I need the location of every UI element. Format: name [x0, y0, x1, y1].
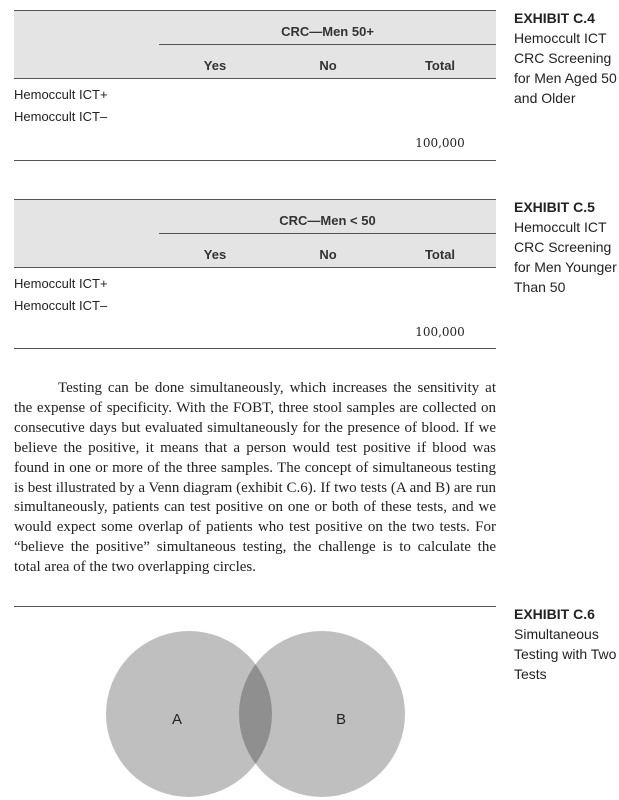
exhibit-label: EXHIBIT C.6 [514, 606, 595, 622]
exhibit-title: Hemoccult ICT CRC Screening for Men Younger Than 50 [514, 219, 617, 295]
venn-diagram [0, 620, 619, 800]
venn-label-b: B [336, 711, 347, 728]
exhibit-title: Hemoccult ICT CRC Screening for Men Aged 50 and Older [514, 30, 617, 106]
table-bottom-rule [14, 348, 496, 349]
row-label-positive: Hemoccult ICT+ [14, 276, 108, 291]
venn-label-a: A [172, 711, 183, 728]
group-header: CRC—Men < 50 [279, 213, 376, 228]
column-header-yes: Yes [203, 247, 227, 262]
exhibit-c4-caption [514, 8, 619, 108]
total-cell: 100,000 [415, 325, 465, 339]
group-header: CRC—Men 50+ [281, 24, 374, 39]
row-label-negative: Hemoccult ICT– [14, 298, 108, 313]
row-label-positive: Hemoccult ICT+ [14, 87, 108, 102]
group-header-rule [159, 44, 496, 45]
total-cell: 100,000 [415, 136, 465, 150]
figure-top-rule [14, 606, 496, 607]
header-bottom-rule [14, 267, 496, 268]
header-bottom-rule [14, 78, 496, 79]
column-header-no: No [319, 247, 337, 262]
group-header-rule [159, 233, 496, 234]
column-header-total: Total [424, 58, 456, 73]
exhibit-title: Simultaneous Testing with Two Tests [514, 626, 617, 682]
column-header-yes: Yes [203, 58, 227, 73]
exhibit-label: EXHIBIT C.4 [514, 10, 595, 26]
exhibit-c5-caption [514, 197, 619, 297]
column-header-total: Total [424, 247, 456, 262]
row-label-negative: Hemoccult ICT– [14, 109, 108, 124]
exhibit-label: EXHIBIT C.5 [514, 199, 595, 215]
table-bottom-rule [14, 160, 496, 161]
column-header-no: No [319, 58, 337, 73]
body-paragraph: Testing can be done simultaneously, which increases the sensitivity at the expense of specificity. With the FOBT, three stool samples are collected on consecutive days but evaluated simultaneously for the presence of blood. If we believe the positive, it means that a person would test positive if blood was found in one or more of the three samples. The concept of simultaneous testing is best illustrated by a Venn diagram (exhibit C.6). If two tests (A and B) are run simultaneously, patients can test positive on one or both of these tests, and we would expect some overlap of patients who test positive on the two tests. For “believe the positive” simultaneous testing, the challenge is to calculate the total area of the two overlapping circles. [14, 380, 496, 576]
